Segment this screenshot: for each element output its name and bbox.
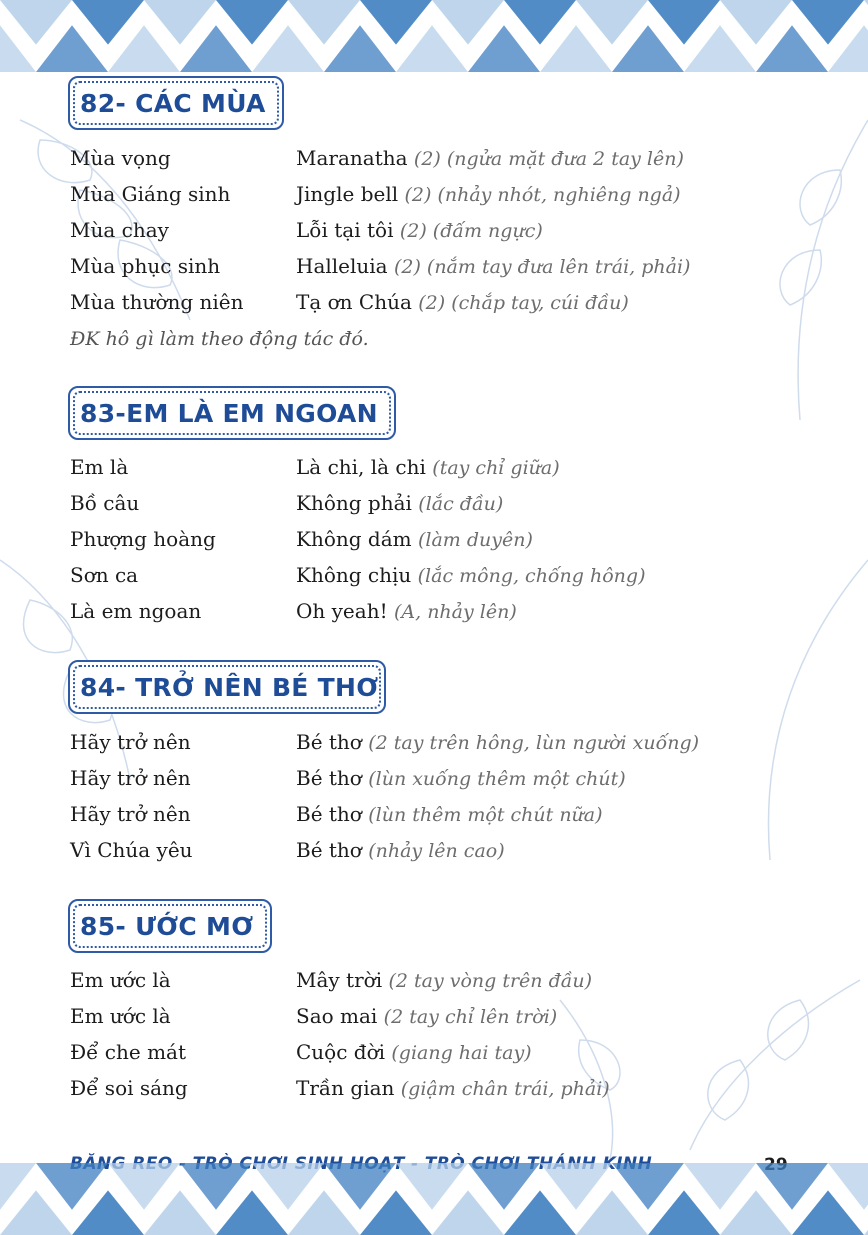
section-heading [68, 899, 272, 953]
decor-triangle [468, 1163, 540, 1210]
row-left: Mùa vọng [70, 146, 171, 170]
row-right: Cuộc đời [296, 1040, 386, 1064]
row-right: Sao mai [296, 1004, 378, 1028]
decor-triangle [612, 1163, 684, 1210]
row-right: Trần gian [296, 1076, 395, 1100]
decor-triangle [36, 1163, 108, 1210]
decor-triangle [252, 1163, 324, 1210]
row-note: (lắc đầu) [418, 493, 504, 515]
decor-triangle [216, 1190, 288, 1235]
row-right: Không phải [296, 491, 412, 515]
row-left: Là em ngoan [70, 599, 202, 623]
row-left: Hãy trở nên [70, 766, 191, 790]
list-item [70, 766, 830, 802]
list-item [70, 563, 830, 599]
decor-triangle [72, 1190, 144, 1235]
heading-text: 85- ƯỚC MƠ [80, 911, 254, 941]
row-note: (2) (nhảy nhót, nghiêng ngả) [404, 184, 681, 206]
decor-triangle [144, 1190, 216, 1235]
row-right: Bé thơ [296, 802, 362, 826]
row-note: (2 tay trên hông, lùn người xuống) [368, 732, 700, 754]
row-left: Em là [70, 455, 129, 479]
row-right: Jingle bell [296, 182, 399, 206]
list-item [70, 182, 830, 218]
list-item [70, 838, 830, 874]
section-footnote: ĐK hô gì làm theo động tác đó. [70, 328, 369, 350]
row-left: Hãy trở nên [70, 802, 191, 826]
list-item [70, 730, 830, 766]
row-note: (A, nhảy lên) [393, 601, 517, 623]
list-item [70, 802, 830, 838]
row-right: Oh yeah! [296, 599, 388, 623]
bottom-triangle-band [0, 1163, 868, 1235]
row-right: Halleluia [296, 254, 388, 278]
decor-triangle [756, 1163, 828, 1210]
row-note: (2) (đấm ngực) [399, 220, 543, 242]
list-item [70, 290, 830, 326]
row-note: (2 tay chỉ lên trời) [383, 1006, 558, 1028]
row-right: Mây trời [296, 968, 383, 992]
row-left: Để che mát [70, 1040, 187, 1064]
list-item [70, 1040, 830, 1076]
decor-triangle [648, 1190, 720, 1235]
heading-text: 82- CÁC MÙA [80, 88, 266, 118]
row-right: Lỗi tại tôi [296, 218, 394, 242]
heading-text: 83-EM LÀ EM NGOAN [80, 398, 378, 428]
list-item [70, 1004, 830, 1040]
row-right: Không dám [296, 527, 412, 551]
row-note: (tay chỉ giữa) [432, 457, 560, 479]
row-left: Phượng hoàng [70, 527, 216, 551]
row-left: Mùa Giáng sinh [70, 182, 231, 206]
row-note: (2) (chắp tay, cúi đầu) [418, 292, 629, 314]
list-item [70, 455, 830, 491]
section-heading [68, 76, 284, 130]
list-item [70, 146, 830, 182]
row-right: Là chi, là chi [296, 455, 426, 479]
decor-triangle [432, 1190, 504, 1235]
row-right: Bé thơ [296, 766, 362, 790]
decor-triangle [360, 1190, 432, 1235]
list-item [70, 218, 830, 254]
row-right: Tạ ơn Chúa [296, 290, 412, 314]
row-right: Không chịu [296, 563, 412, 587]
decor-triangle [576, 1190, 648, 1235]
row-left: Vì Chúa yêu [70, 838, 193, 862]
row-left: Mùa thường niên [70, 290, 244, 314]
heading-text: 84- TRỞ NÊN BÉ THƠ [80, 672, 379, 702]
list-item [70, 599, 830, 635]
decor-triangle [0, 1190, 72, 1235]
list-item [70, 1076, 830, 1112]
row-left: Mùa chay [70, 218, 169, 242]
row-right: Maranatha [296, 146, 408, 170]
row-left: Hãy trở nên [70, 730, 191, 754]
row-left: Em ước là [70, 968, 171, 992]
row-note: (lùn thêm một chút nữa) [368, 804, 603, 826]
decor-triangle [540, 1163, 612, 1210]
row-note: (làm duyên) [417, 529, 533, 551]
row-left: Sơn ca [70, 563, 139, 587]
row-note: (lùn xuống thêm một chút) [368, 768, 626, 790]
list-item [70, 527, 830, 563]
decor-triangle [108, 1163, 180, 1210]
decor-triangle [504, 1190, 576, 1235]
decor-triangle [684, 1163, 756, 1210]
list-item [70, 491, 830, 527]
row-note: (2) (nắm tay đưa lên trái, phải) [393, 256, 691, 278]
row-left: Em ước là [70, 1004, 171, 1028]
row-note: (giậm chân trái, phải) [400, 1078, 610, 1100]
decor-triangle [324, 1163, 396, 1210]
row-right: Bé thơ [296, 838, 362, 862]
row-note: (2) (ngửa mặt đưa 2 tay lên) [413, 148, 684, 170]
list-item [70, 968, 830, 1004]
section-heading [68, 386, 396, 440]
decor-triangle [288, 1190, 360, 1235]
row-left: Mùa phục sinh [70, 254, 221, 278]
decor-triangle [396, 1163, 468, 1210]
list-item [70, 254, 830, 290]
row-note: (giang hai tay) [391, 1042, 532, 1064]
row-left: Bồ câu [70, 491, 140, 515]
row-note: (nhảy lên cao) [368, 840, 505, 862]
decor-triangle [792, 1190, 864, 1235]
decor-triangle [720, 1190, 792, 1235]
row-right: Bé thơ [296, 730, 362, 754]
row-note: (2 tay vòng trên đầu) [388, 970, 593, 992]
row-note: (lắc mông, chống hông) [417, 565, 646, 587]
section-heading [68, 660, 386, 714]
decor-triangle [180, 1163, 252, 1210]
row-left: Để soi sáng [70, 1076, 188, 1100]
